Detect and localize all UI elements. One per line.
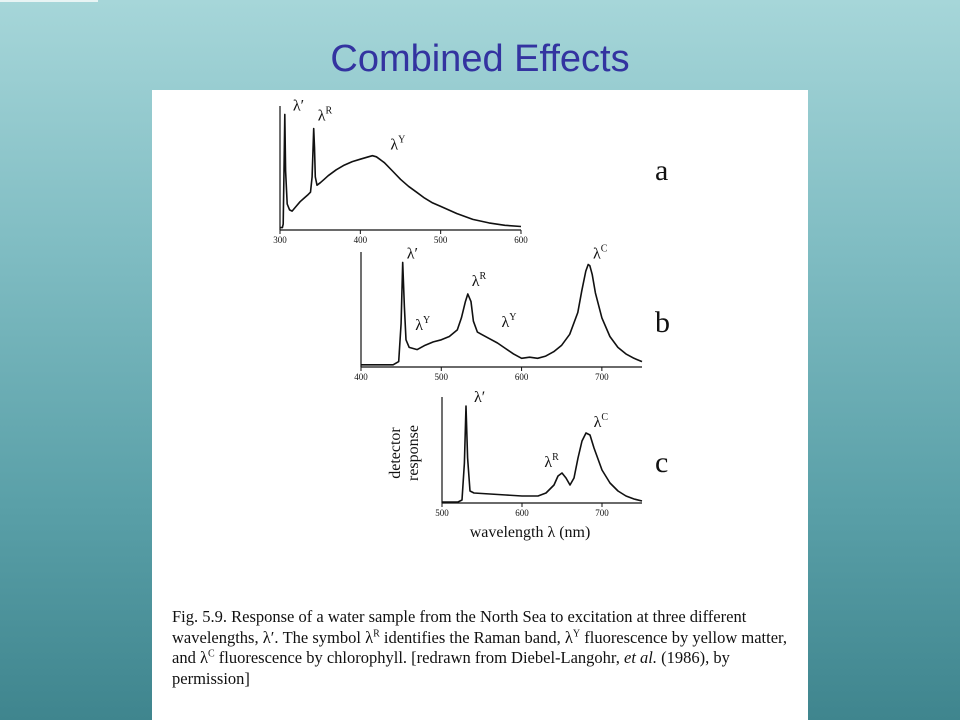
peak-label-b-3: $\lambda^Y$ xyxy=(501,312,517,332)
x-tick-label-a-500: 500 xyxy=(433,235,448,245)
peak-label-b-2: $\lambda^R$ xyxy=(471,270,487,290)
x-tick-label-c-500: 500 xyxy=(435,508,449,518)
x-tick-label-a-600: 600 xyxy=(514,235,528,245)
peak-label-c-1: $\lambda^R$ xyxy=(544,452,559,471)
caption-text-5: (1986), by permission] xyxy=(172,648,730,688)
y-axis-title-c-0: detector xyxy=(387,427,404,479)
x-tick-label-b-400: 400 xyxy=(354,372,368,382)
caption-sup-y: Y xyxy=(572,628,581,639)
caption-sup-c: C xyxy=(207,648,215,660)
figure-charts xyxy=(152,90,808,595)
figure-caption xyxy=(172,607,792,689)
x-tick-label-c-700: 700 xyxy=(595,508,609,518)
y-axis-title-c-1: response xyxy=(405,425,422,481)
x-tick-label-c-600: 600 xyxy=(515,508,529,518)
panel-letter-b: b xyxy=(655,306,670,339)
figure-panel xyxy=(152,90,808,720)
x-tick-label-a-400: 400 xyxy=(353,235,368,245)
panel-letter-c: c xyxy=(655,446,669,479)
peak-label-c-2: $\lambda^C$ xyxy=(593,412,609,431)
caption-etal: et al. xyxy=(624,648,658,667)
x-axis-title-c: wavelength λ (nm) xyxy=(469,524,591,541)
caption-text-3: fluorescence by yellow matter, and λ xyxy=(172,627,787,667)
peak-label-b-0: λ′ xyxy=(406,245,419,263)
slide-title: Combined Effects xyxy=(330,38,630,80)
series-line-a-0 xyxy=(280,114,521,227)
corner-accent-line xyxy=(0,0,98,2)
peak-label-b-1: $\lambda^Y$ xyxy=(415,314,431,334)
panel-letter-a: a xyxy=(655,154,669,187)
x-tick-label-b-600: 600 xyxy=(514,372,529,382)
x-tick-label-a-300: 300 xyxy=(273,235,287,245)
x-tick-label-b-500: 500 xyxy=(434,372,449,382)
peak-label-a-0: λ′ xyxy=(292,97,305,115)
peak-label-a-1: $\lambda^R$ xyxy=(317,105,333,125)
caption-text-4: fluorescence by chlorophyll. [redrawn from Diebel-Langohr, xyxy=(214,648,625,667)
peak-label-a-2: $\lambda^Y$ xyxy=(390,134,406,154)
peak-label-c-0: λ′ xyxy=(474,389,486,406)
caption-fig-label: Fig. 5.9. xyxy=(172,607,228,626)
caption-sup-r: R xyxy=(373,628,380,639)
peak-label-b-4: $\lambda^C$ xyxy=(593,243,608,263)
series-line-c-0 xyxy=(442,406,642,502)
caption-text-2: identifies the Raman band, λ xyxy=(379,627,573,647)
caption-text-1: Response of a water sample from the North Sea to excitation at three different wavelengths, λ′. The symbol λ xyxy=(172,607,747,647)
x-tick-label-b-700: 700 xyxy=(595,372,609,382)
